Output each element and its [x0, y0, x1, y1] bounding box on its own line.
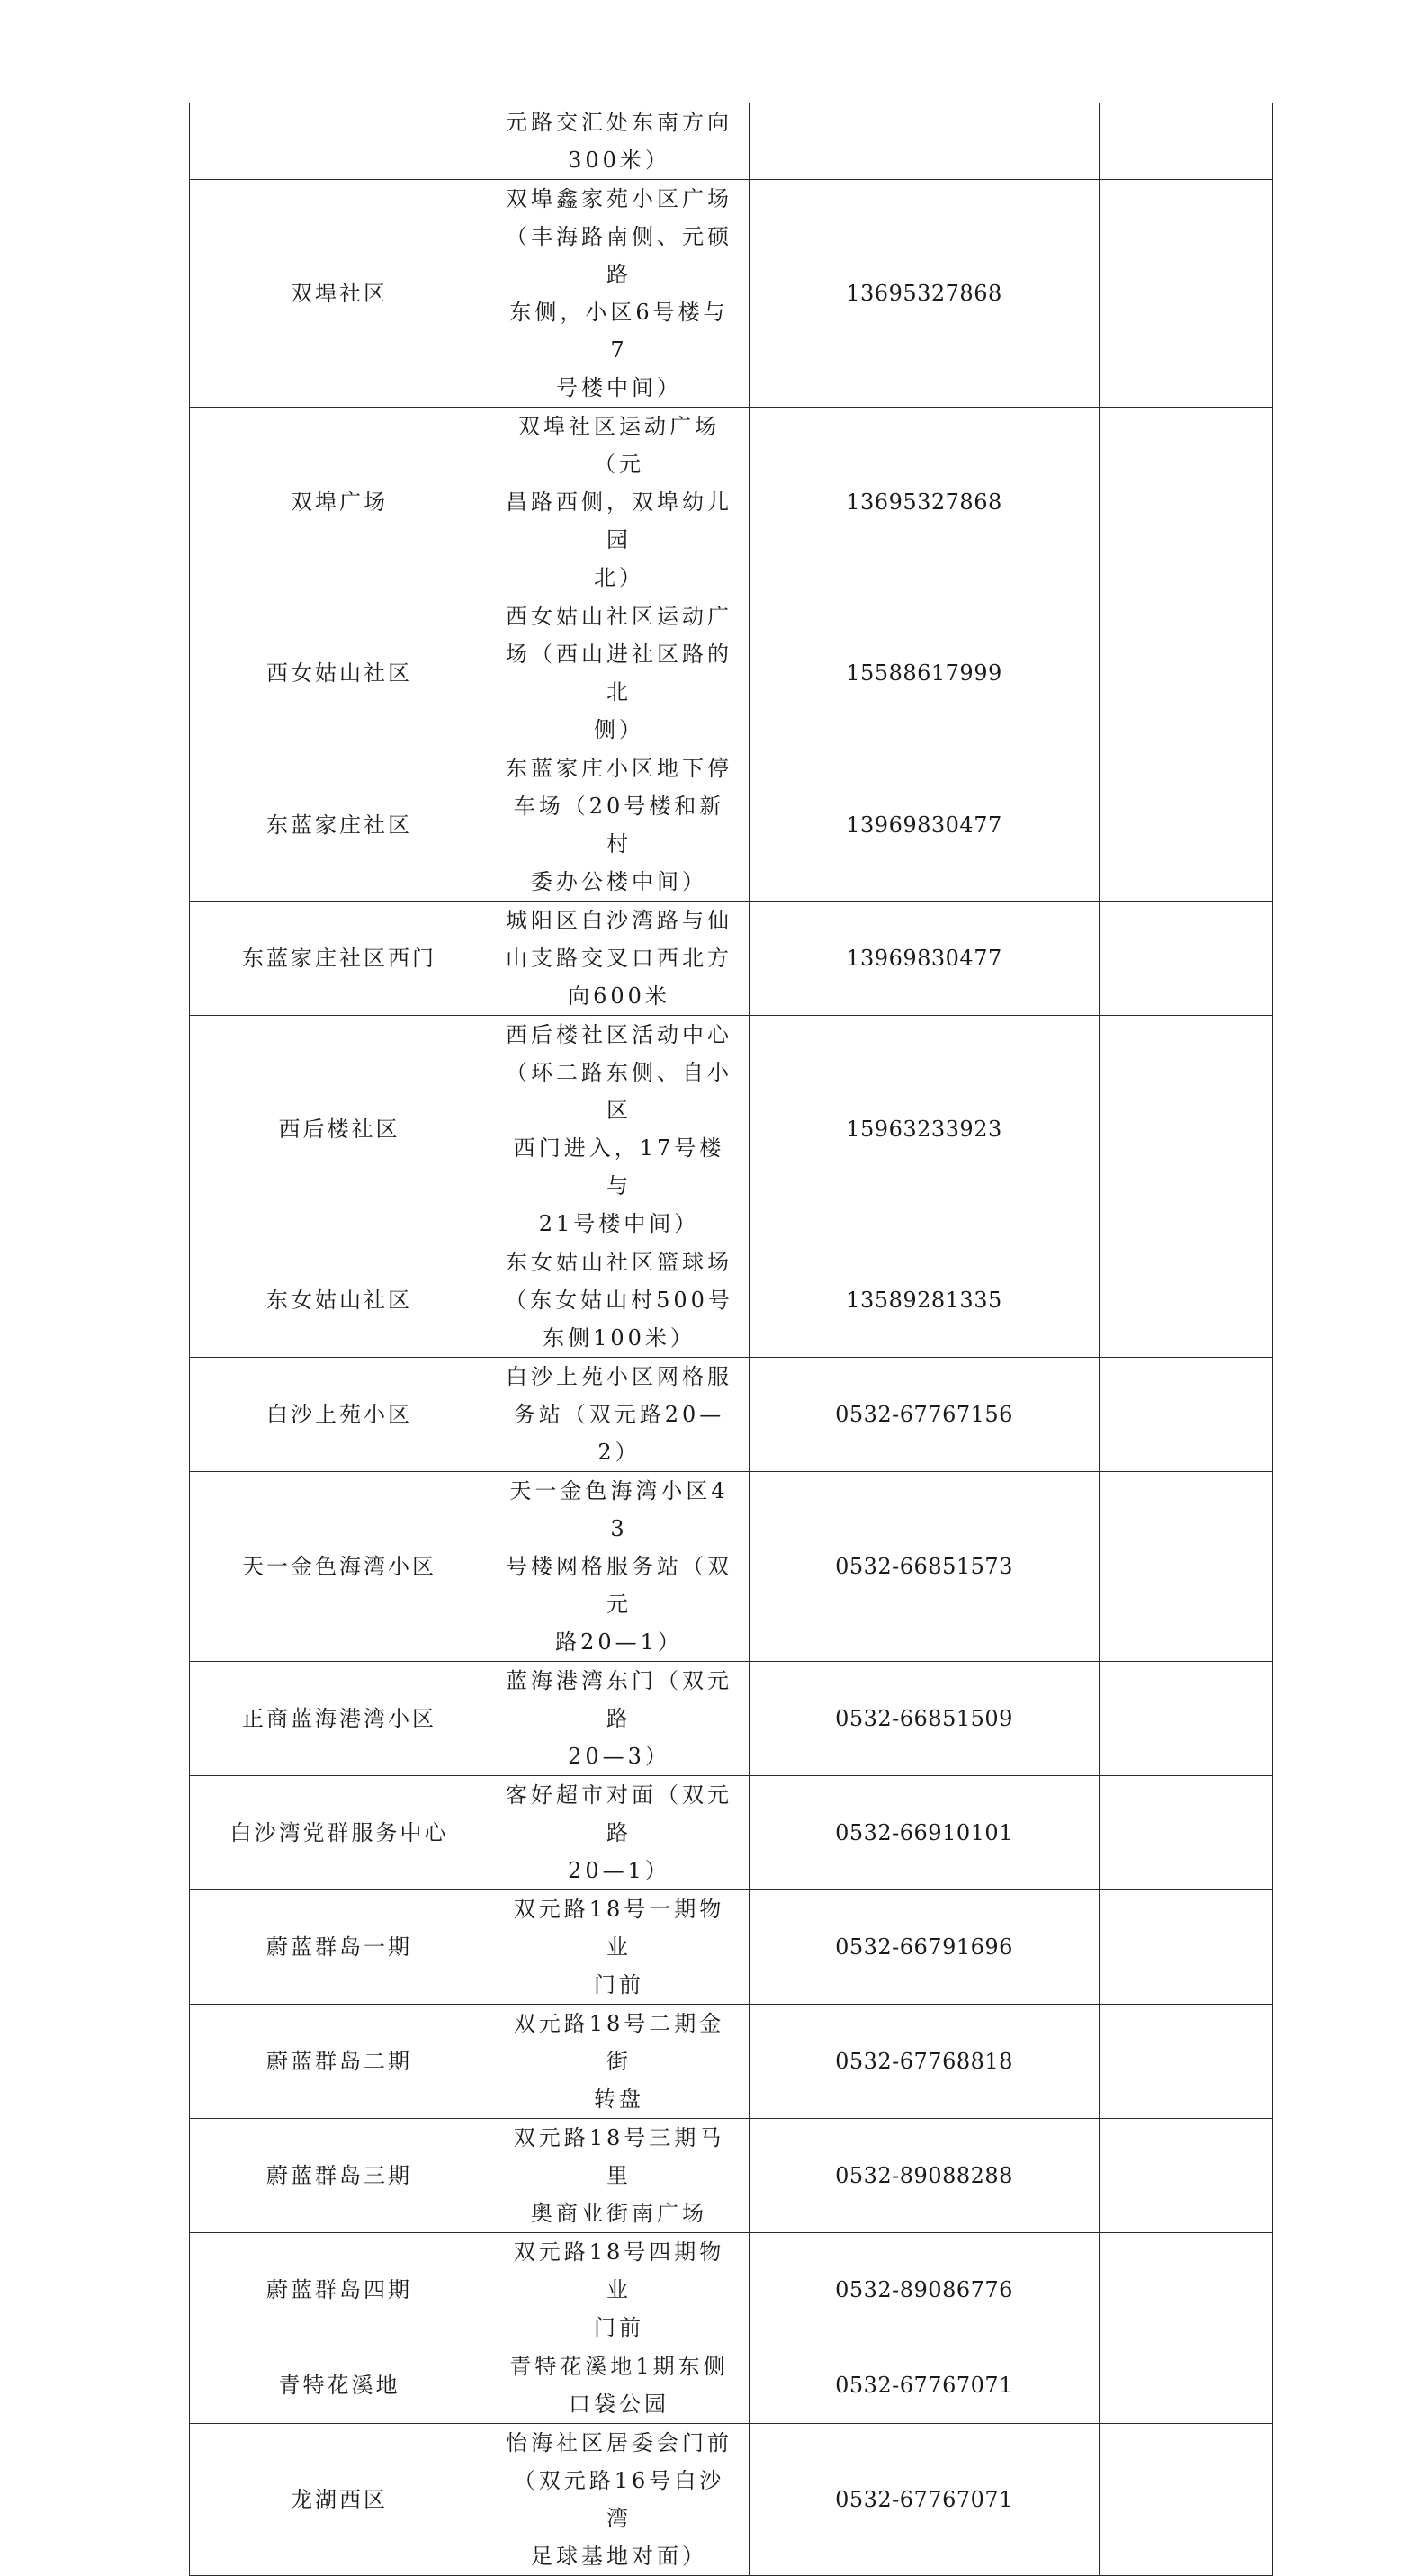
- contact-phone-cell: [750, 103, 1100, 180]
- location-line: 客好超市对面（双元路: [506, 1782, 732, 1845]
- remark-cell: [1100, 1243, 1273, 1358]
- site-name-cell: 正商蓝海港湾小区: [190, 1662, 489, 1776]
- table-row: [190, 2233, 1273, 2347]
- location-line: 白沙上苑小区网格服: [506, 1364, 732, 1389]
- location-line: 北）: [594, 565, 644, 590]
- table-row: [190, 1358, 1273, 1472]
- contact-phone-cell: 13695327868: [750, 408, 1100, 597]
- remark-cell: [1100, 1662, 1273, 1776]
- contact-phone-cell: 0532-66851573: [750, 1472, 1100, 1662]
- site-name-cell: 白沙上苑小区: [190, 1358, 489, 1472]
- location-line: 东侧100米）: [543, 1325, 696, 1351]
- contact-phone-cell: 0532-67767071: [750, 2347, 1100, 2424]
- remark-cell: [1100, 1890, 1273, 2005]
- location-line: 东女姑山社区篮球场: [506, 1250, 732, 1275]
- site-location-cell: [489, 749, 750, 902]
- site-location-cell: [489, 1662, 750, 1776]
- location-line: 城阳区白沙湾路与仙: [506, 908, 732, 933]
- remark-cell: [1100, 408, 1273, 597]
- table-row: [190, 597, 1273, 749]
- location-line: 双元路18号一期物业: [513, 1897, 725, 1960]
- site-location-cell: [489, 1358, 750, 1472]
- table-row: [190, 2424, 1273, 2576]
- location-line: 西门进入，17号楼与: [513, 1135, 725, 1198]
- site-location-cell: [489, 2233, 750, 2347]
- site-location-cell: [489, 1890, 750, 2005]
- site-name-cell: 白沙湾党群服务中心: [190, 1776, 489, 1890]
- site-location-cell: [489, 2424, 750, 2576]
- remark-cell: [1100, 2233, 1273, 2347]
- contact-phone-cell: 13969830477: [750, 902, 1100, 1016]
- site-location-cell: [489, 597, 750, 749]
- site-name-cell: 蔚蓝群岛二期: [190, 2005, 489, 2119]
- location-line: 转盘: [594, 2087, 644, 2112]
- location-line: 双埠鑫家苑小区广场: [506, 186, 732, 211]
- location-line: 怡海社区居委会门前: [506, 2430, 732, 2455]
- location-line: 蓝海港湾东门（双元路: [506, 1668, 732, 1731]
- location-line: （东女姑山村500号: [505, 1288, 733, 1313]
- location-line: 双元路18号三期马里: [513, 2125, 725, 2188]
- site-name-cell: 东蓝家庄社区西门: [190, 902, 489, 1016]
- location-line: 20—3）: [568, 1744, 670, 1769]
- location-line: 元路交汇处东南方向: [506, 110, 732, 135]
- remark-cell: [1100, 180, 1273, 408]
- site-location-cell: [489, 103, 750, 180]
- table-row: [190, 1243, 1273, 1358]
- site-list-body: [190, 103, 1273, 2576]
- location-line: （双元路16号白沙湾: [513, 2468, 725, 2531]
- remark-cell: [1100, 1472, 1273, 1662]
- remark-cell: [1100, 749, 1273, 902]
- remark-cell: [1100, 2424, 1273, 2576]
- site-name-cell: 西女姑山社区: [190, 597, 489, 749]
- table-row: [190, 1776, 1273, 1890]
- location-line: 向600米: [568, 983, 670, 1009]
- location-line: 门前: [594, 1972, 644, 1997]
- site-location-cell: [489, 1472, 750, 1662]
- site-name-cell: [190, 103, 489, 180]
- location-line: 东蓝家庄小区地下停: [506, 756, 732, 781]
- site-location-cell: [489, 902, 750, 1016]
- contact-phone-cell: 0532-66791696: [750, 1890, 1100, 2005]
- remark-cell: [1100, 2347, 1273, 2424]
- contact-phone-cell: 15588617999: [750, 597, 1100, 749]
- contact-phone-cell: 13589281335: [750, 1243, 1100, 1358]
- location-line: 足球基地对面）: [531, 2544, 707, 2569]
- location-line: 号楼中间）: [556, 375, 682, 400]
- location-line: 21号楼中间）: [538, 1211, 700, 1236]
- location-line: （丰海路南侧、元硕路: [506, 224, 732, 287]
- remark-cell: [1100, 597, 1273, 749]
- contact-phone-cell: 0532-66910101: [750, 1776, 1100, 1890]
- contact-phone-cell: 15963233923: [750, 1016, 1100, 1243]
- location-line: 20—1）: [568, 1858, 670, 1883]
- remark-cell: [1100, 103, 1273, 180]
- remark-cell: [1100, 2005, 1273, 2119]
- location-line: 山支路交叉口西北方: [506, 946, 732, 971]
- site-name-cell: 龙湖西区: [190, 2424, 489, 2576]
- contact-phone-cell: 0532-67767071: [750, 2424, 1100, 2576]
- contact-phone-cell: 0532-66851509: [750, 1662, 1100, 1776]
- table-row: [190, 1662, 1273, 1776]
- location-line: 双埠社区运动广场（元: [518, 414, 720, 477]
- site-name-cell: 东蓝家庄社区: [190, 749, 489, 902]
- location-line: 口袋公园: [569, 2392, 669, 2417]
- table-row: [190, 1016, 1273, 1243]
- remark-cell: [1100, 902, 1273, 1016]
- location-line: 东侧，小区6号楼与7: [509, 300, 729, 363]
- location-line: 西后楼社区活动中心: [506, 1022, 732, 1047]
- location-line: 务站（双元路20—2）: [513, 1402, 725, 1465]
- location-line: 车场（20号楼和新村: [513, 794, 725, 857]
- site-location-cell: [489, 2005, 750, 2119]
- contact-phone-cell: 0532-67768818: [750, 2005, 1100, 2119]
- table-row: [190, 2005, 1273, 2119]
- location-line: 天一金色海湾小区43: [509, 1478, 729, 1541]
- table-row: [190, 408, 1273, 597]
- site-location-cell: [489, 408, 750, 597]
- site-location-cell: [489, 2119, 750, 2233]
- location-line: （环二路东侧、自小区: [506, 1060, 732, 1123]
- location-line: 双元路18号二期金街: [513, 2011, 725, 2074]
- location-line: 青特花溪地1期东侧: [509, 2354, 729, 2379]
- table-row: [190, 2119, 1273, 2233]
- site-location-cell: [489, 1016, 750, 1243]
- contact-phone-cell: 13695327868: [750, 180, 1100, 408]
- location-line: 门前: [594, 2315, 644, 2340]
- contact-phone-cell: 0532-67767156: [750, 1358, 1100, 1472]
- site-name-cell: 双埠广场: [190, 408, 489, 597]
- location-line: 号楼网格服务站（双元: [506, 1554, 732, 1617]
- site-location-cell: [489, 1243, 750, 1358]
- location-line: 昌路西侧，双埠幼儿园: [506, 489, 732, 552]
- remark-cell: [1100, 1776, 1273, 1890]
- location-line: 委办公楼中间）: [531, 869, 707, 894]
- location-line: 300米）: [568, 148, 670, 173]
- site-name-cell: 东女姑山社区: [190, 1243, 489, 1358]
- site-name-cell: 天一金色海湾小区: [190, 1472, 489, 1662]
- site-location-cell: [489, 1776, 750, 1890]
- table-row: [190, 1472, 1273, 1662]
- table-row: [190, 902, 1273, 1016]
- site-name-cell: 蔚蓝群岛一期: [190, 1890, 489, 2005]
- site-list-table: [189, 103, 1273, 2576]
- remark-cell: [1100, 2119, 1273, 2233]
- table-row: [190, 103, 1273, 180]
- table-row: [190, 180, 1273, 408]
- table-row: [190, 2347, 1273, 2424]
- site-location-cell: [489, 2347, 750, 2424]
- remark-cell: [1100, 1358, 1273, 1472]
- site-name-cell: 蔚蓝群岛三期: [190, 2119, 489, 2233]
- location-line: 侧）: [594, 717, 644, 742]
- site-name-cell: 西后楼社区: [190, 1016, 489, 1243]
- contact-phone-cell: 0532-89088288: [750, 2119, 1100, 2233]
- remark-cell: [1100, 1016, 1273, 1243]
- location-line: 双元路18号四期物业: [513, 2239, 725, 2302]
- location-line: 路20—1）: [555, 1629, 683, 1655]
- location-line: 西女姑山社区运动广: [506, 604, 732, 629]
- location-line: 场（西山进社区路的北: [506, 642, 732, 705]
- site-location-cell: [489, 180, 750, 408]
- contact-phone-cell: 13969830477: [750, 749, 1100, 902]
- table-row: [190, 1890, 1273, 2005]
- location-line: 奥商业街南广场: [531, 2201, 707, 2226]
- contact-phone-cell: 0532-89086776: [750, 2233, 1100, 2347]
- site-name-cell: 蔚蓝群岛四期: [190, 2233, 489, 2347]
- site-name-cell: 青特花溪地: [190, 2347, 489, 2424]
- table-row: [190, 749, 1273, 902]
- site-name-cell: 双埠社区: [190, 180, 489, 408]
